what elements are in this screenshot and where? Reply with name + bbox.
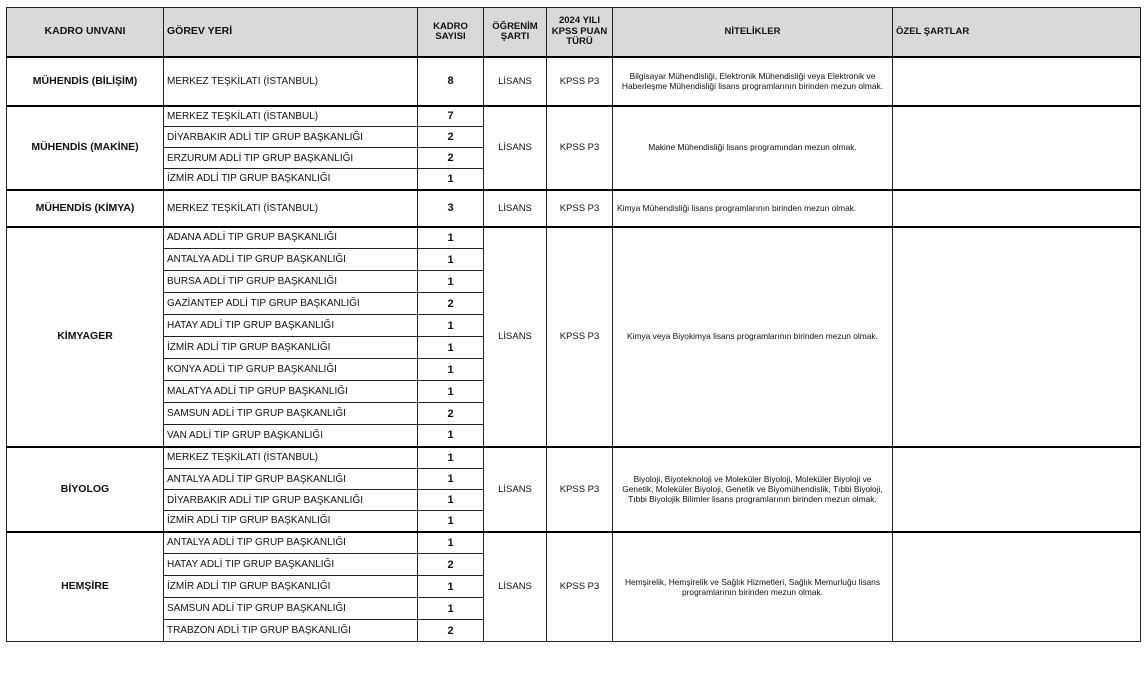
special-conditions	[893, 532, 1141, 642]
position-count: 2	[418, 148, 484, 169]
position-title: MÜHENDİS (MAKİNE)	[7, 106, 164, 190]
education-requirement: LİSANS	[484, 106, 547, 190]
duty-location: VAN ADLİ TIP GRUP BAŞKANLIĞI	[164, 425, 418, 447]
duty-location: ERZURUM ADLİ TIP GRUP BAŞKANLIĞI	[164, 148, 418, 169]
position-count: 1	[418, 249, 484, 271]
education-requirement: LİSANS	[484, 447, 547, 532]
position-count: 2	[418, 620, 484, 642]
special-conditions	[893, 106, 1141, 190]
position-title: MÜHENDİS (BİLİŞİM)	[7, 57, 164, 106]
position-title: MÜHENDİS (KİMYA)	[7, 190, 164, 227]
special-conditions	[893, 447, 1141, 532]
qualifications: Kimya Mühendisliği lisans programlarının birinden mezun olmak.	[613, 190, 893, 227]
kpss-score-type: KPSS P3	[547, 227, 613, 447]
duty-location: BURSA ADLİ TIP GRUP BAŞKANLIĞI	[164, 271, 418, 293]
table-row	[7, 57, 1141, 106]
duty-location: ANTALYA ADLİ TIP GRUP BAŞKANLIĞI	[164, 249, 418, 271]
duty-location: HATAY ADLİ TIP GRUP BAŞKANLIĞI	[164, 315, 418, 337]
position-count: 1	[418, 359, 484, 381]
duty-location: MERKEZ TEŞKİLATI (İSTANBUL)	[164, 106, 418, 127]
position-title: BİYOLOG	[7, 447, 164, 532]
position-count: 1	[418, 532, 484, 554]
duty-location: ANTALYA ADLİ TIP GRUP BAŞKANLIĞI	[164, 532, 418, 554]
header-kpss-puan-turu: 2024 YILI KPSS PUAN TÜRÜ	[547, 8, 613, 57]
duty-location: TRABZON ADLİ TIP GRUP BAŞKANLIĞI	[164, 620, 418, 642]
duty-location: İZMİR ADLİ TIP GRUP BAŞKANLIĞI	[164, 169, 418, 190]
position-title: KİMYAGER	[7, 227, 164, 447]
qualifications: Hemşirelik, Hemşirelik ve Sağlık Hizmetleri, Sağlık Memurluğu lisans programlarının birinden mezun olmak.	[613, 532, 893, 642]
special-conditions	[893, 227, 1141, 447]
position-count: 1	[418, 315, 484, 337]
duty-location: GAZİANTEP ADLİ TIP GRUP BAŞKANLIĞI	[164, 293, 418, 315]
education-requirement: LİSANS	[484, 227, 547, 447]
header-gorev-yeri: GÖREV YERİ	[164, 8, 418, 57]
qualifications: Biyoloji, Biyoteknoloji ve Moleküler Biyoloji, Moleküler Biyoloji ve Genetik, Moleküler Biyoloji, Genetik ve Biyomühendislik, Tıbbi Biyoloji, Tıbbi Biyolojik Bilimler lisans programlarının birinden mezun olmak.	[613, 447, 893, 532]
duty-location: MERKEZ TEŞKİLATI (İSTANBUL)	[164, 57, 418, 106]
education-requirement: LİSANS	[484, 532, 547, 642]
qualifications: Bilgisayar Mühendisliği, Elektronik Mühendisliği veya Elektronik ve Haberleşme Mühendisliği lisans programlarının birinden mezun olmak.	[613, 57, 893, 106]
education-requirement: LİSANS	[484, 57, 547, 106]
duty-location: İZMİR ADLİ TIP GRUP BAŞKANLIĞI	[164, 511, 418, 532]
duty-location: İZMİR ADLİ TIP GRUP BAŞKANLIĞI	[164, 576, 418, 598]
duty-location: ANTALYA ADLİ TIP GRUP BAŞKANLIĞI	[164, 469, 418, 490]
duty-location: HATAY ADLİ TIP GRUP BAŞKANLIĞI	[164, 554, 418, 576]
kpss-score-type: KPSS P3	[547, 532, 613, 642]
qualifications: Kimya veya Biyokimya lisans programlarının birinden mezun olmak.	[613, 227, 893, 447]
position-count: 3	[418, 190, 484, 227]
position-count: 1	[418, 490, 484, 511]
duty-location: SAMSUN ADLİ TIP GRUP BAŞKANLIĞI	[164, 403, 418, 425]
kpss-score-type: KPSS P3	[547, 57, 613, 106]
position-count: 2	[418, 293, 484, 315]
header-nitelikler: NİTELİKLER	[613, 8, 893, 57]
kpss-score-type: KPSS P3	[547, 106, 613, 190]
position-count: 1	[418, 598, 484, 620]
duty-location: DİYARBAKIR ADLİ TIP GRUP BAŞKANLIĞI	[164, 127, 418, 148]
kpss-score-type: KPSS P3	[547, 190, 613, 227]
position-count: 8	[418, 57, 484, 106]
position-count: 1	[418, 381, 484, 403]
position-count: 2	[418, 127, 484, 148]
table-row	[7, 190, 1141, 227]
position-title: HEMŞİRE	[7, 532, 164, 642]
table-row	[7, 532, 1141, 554]
header-kadro-sayisi: KADRO SAYISI	[418, 8, 484, 57]
position-count: 2	[418, 554, 484, 576]
table-row	[7, 447, 1141, 469]
position-count: 1	[418, 511, 484, 532]
position-count: 1	[418, 337, 484, 359]
duty-location: MERKEZ TEŞKİLATI (İSTANBUL)	[164, 190, 418, 227]
table-row	[7, 106, 1141, 127]
position-count: 1	[418, 447, 484, 469]
duty-location: İZMİR ADLİ TIP GRUP BAŞKANLIĞI	[164, 337, 418, 359]
table-body	[7, 57, 1141, 642]
special-conditions	[893, 57, 1141, 106]
qualifications: Makine Mühendisliği lisans programından mezun olmak.	[613, 106, 893, 190]
duty-location: DİYARBAKIR ADLİ TIP GRUP BAŞKANLIĞI	[164, 490, 418, 511]
duty-location: KONYA ADLİ TIP GRUP BAŞKANLIĞI	[164, 359, 418, 381]
kpss-score-type: KPSS P3	[547, 447, 613, 532]
header-ozel-sartlar: ÖZEL ŞARTLAR	[893, 8, 1141, 57]
position-count: 7	[418, 106, 484, 127]
duty-location: SAMSUN ADLİ TIP GRUP BAŞKANLIĞI	[164, 598, 418, 620]
special-conditions	[893, 190, 1141, 227]
position-count: 1	[418, 469, 484, 490]
position-count: 1	[418, 169, 484, 190]
position-count: 1	[418, 576, 484, 598]
header-kadro-unvani: KADRO UNVANI	[7, 8, 164, 57]
duty-location: ADANA ADLİ TIP GRUP BAŞKANLIĞI	[164, 227, 418, 249]
position-count: 1	[418, 425, 484, 447]
header-ogrenim-sarti: ÖĞRENİM ŞARTI	[484, 8, 547, 57]
position-count: 2	[418, 403, 484, 425]
duty-location: MALATYA ADLİ TIP GRUP BAŞKANLIĞI	[164, 381, 418, 403]
table-row	[7, 227, 1141, 249]
header-row	[7, 8, 1141, 57]
duty-location: MERKEZ TEŞKİLATI (İSTANBUL)	[164, 447, 418, 469]
position-count: 1	[418, 271, 484, 293]
positions-table	[6, 7, 1141, 642]
position-count: 1	[418, 227, 484, 249]
education-requirement: LİSANS	[484, 190, 547, 227]
